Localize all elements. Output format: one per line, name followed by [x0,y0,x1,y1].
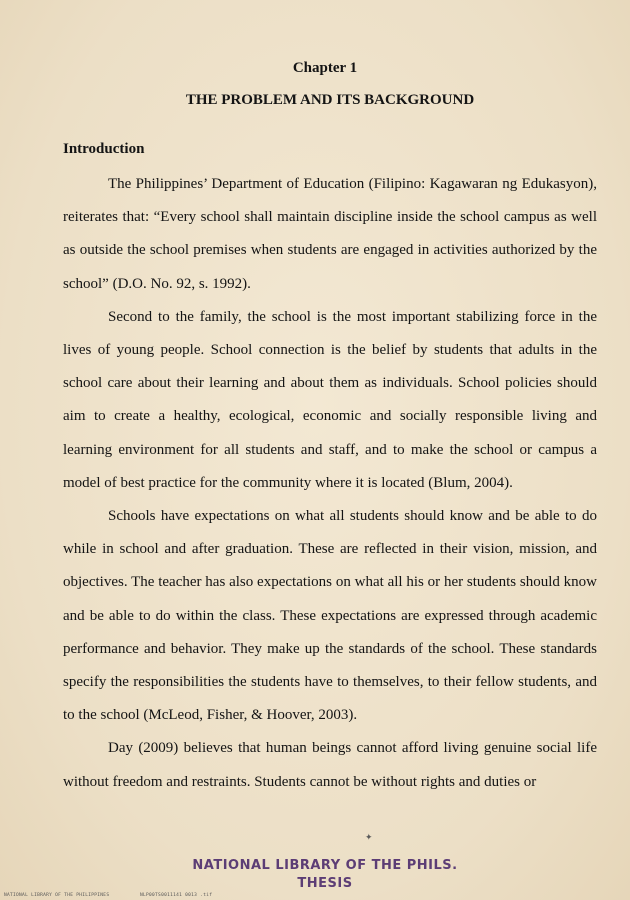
library-stamp-line1: NATIONAL LIBRARY OF THE PHILS. [192,858,458,873]
paragraph: Schools have expectations on what all students should know and be able to do while in school and after graduation. These are reflected in their vision, mission, and objectives. The teacher has also expectations on what all his or her students should know and be able to do within the class. These expectations are expressed through academic performance and behavior. They make up the standards of the school. These standards specify the responsibilities the students have to themselves, to their fellow students, and to the school (McLeod, Fisher, & Hoover, 2003). [63,508,597,724]
section-heading: Introduction [63,141,145,157]
paragraph: The Philippines’ Department of Education (Filipino: Kagawaran ng Edukasyon), reiterates that: “Every school shall maintain discipline inside the school campus as well as outside the school premises when students are engaged in activities authorized by the school” (D.O. No. 92, s. 1992). [63,176,597,292]
footer-right: NLP00TS0011141 0013 .tif [140,893,213,898]
footer-left: NATIONAL LIBRARY OF THE PHILIPPINES [4,893,110,898]
body-text [63,168,597,799]
paragraph: Day (2009) believes that human beings cannot afford living genuine social life without freedom and restraints. Students cannot be without rights and duties or [63,740,597,790]
chapter-title: THE PROBLEM AND ITS BACKGROUND [185,92,475,108]
ink-mark: ✦ [365,832,373,842]
library-stamp-line2: THESIS [297,876,353,891]
chapter-label: Chapter 1 [292,60,358,76]
paragraph: Second to the family, the school is the most important stabilizing force in the lives of young people. School connection is the belief by students that adults in the school care about their learning and about them as individuals. School policies should aim to create a healthy, ecological, economic and socially responsible living and learning environment for all students and staff, and to make the school or campus a model of best practice for the community where it is located (Blum, 2004). [63,308,597,491]
